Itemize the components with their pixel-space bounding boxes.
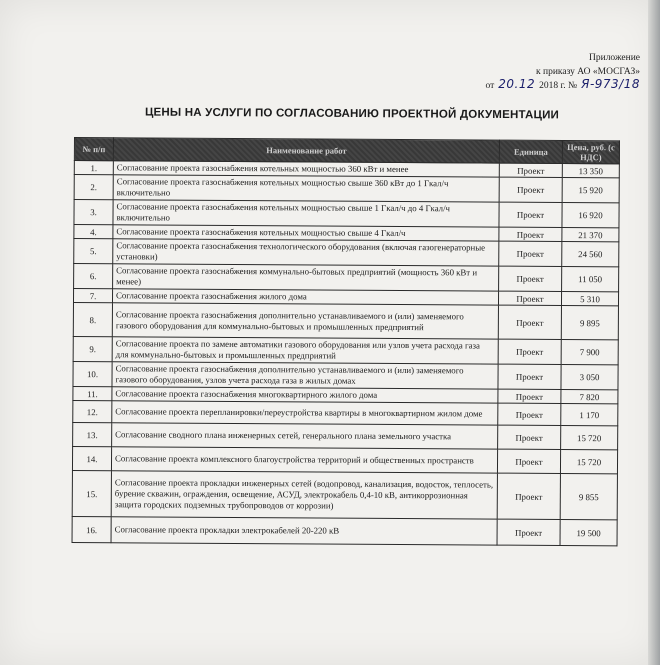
appendix-order-ref: к приказу АО «МОСГАЗ»: [536, 67, 640, 77]
row-price: 24 560: [562, 241, 619, 266]
row-number: 12.: [73, 400, 112, 422]
row-unit: Проект: [497, 473, 560, 519]
row-price: 9 895: [561, 305, 618, 339]
row-service-name: Согласование проекта газоснабжения жилого дома: [112, 289, 498, 305]
row-number: 5.: [74, 239, 113, 264]
page-edge-shadow: [648, 0, 660, 665]
row-service-name: Согласование проекта газоснабжения котельных мощностью 360 кВт и менее: [113, 161, 499, 177]
row-number: 11.: [73, 386, 112, 400]
row-number: 15.: [72, 470, 111, 516]
handwritten-order-number: Я-973/18: [581, 77, 640, 91]
table-row: [73, 422, 618, 449]
table-header-row: [74, 138, 619, 164]
row-number: 10.: [73, 361, 112, 386]
row-number: 13.: [73, 422, 112, 446]
row-number: 8.: [73, 302, 112, 336]
row-unit: Проект: [499, 266, 562, 291]
row-service-name: Согласование проекта прокладки электрокабелей 20-220 кВ: [111, 517, 497, 545]
row-service-name: Согласование проекта перепланировки/переустройства квартиры в многоквартирном жилом доме: [112, 401, 498, 425]
row-service-name: Согласование проекта газоснабжения многоквартирного жилого дома: [112, 387, 498, 403]
row-service-name: Согласование проекта газоснабжения технологического оборудования (включая газогенераторные установки): [113, 239, 499, 266]
row-price: 5 310: [561, 291, 618, 305]
row-unit: Проект: [498, 403, 561, 425]
row-service-name: Согласование проекта газоснабжения котельных мощностью свыше 4 Гкал/ч: [113, 225, 499, 241]
row-price: 1 170: [561, 403, 618, 425]
header-price: Цена, руб. (с НДС): [562, 140, 619, 163]
row-number: 16.: [72, 516, 111, 542]
row-unit: Проект: [498, 425, 561, 449]
row-unit: Проект: [499, 227, 562, 241]
table-row: [73, 361, 618, 389]
row-unit: Проект: [498, 339, 561, 364]
table-row: [72, 516, 617, 545]
handwritten-date: 20.12: [498, 77, 536, 91]
table-row: [74, 239, 619, 267]
appendix-block: [430, 52, 640, 92]
row-price: 9 855: [560, 473, 617, 519]
row-unit: Проект: [499, 202, 562, 227]
row-unit: Проект: [497, 449, 560, 473]
table-row: [74, 175, 619, 203]
row-price: 16 920: [562, 202, 619, 227]
row-service-name: Согласование проекта прокладки инженерных сетей (водопровод, канализация, водосток, теплосеть, бурение скважин, ограждения, освещение, АСУД, электрокабель 0,4-10 кВ, антикоррозионная защита городских подземных трубопроводов от коррозии): [111, 471, 497, 519]
row-price: 21 370: [562, 227, 619, 241]
table-row: [72, 446, 617, 473]
row-unit: Проект: [498, 291, 561, 305]
header-unit: Единица: [499, 140, 562, 163]
date-prefix: от: [485, 81, 495, 91]
row-number: 14.: [72, 446, 111, 470]
row-service-name: Согласование проекта газоснабжения дополнительно устанавливаемого и (или) заменяемого газового оборудования, узлов учета расхода газа в жилых домах: [112, 362, 498, 389]
appendix-label: Приложение: [589, 53, 640, 63]
table-row: [73, 302, 618, 339]
row-unit: Проект: [498, 305, 561, 339]
row-unit: Проект: [497, 519, 560, 545]
row-number: 4.: [74, 225, 113, 239]
row-unit: Проект: [499, 163, 562, 177]
row-price: 3 050: [561, 364, 618, 389]
row-unit: Проект: [499, 177, 562, 202]
header-num: № п/п: [74, 138, 113, 161]
row-number: 3.: [74, 200, 113, 225]
row-price: 19 500: [560, 519, 617, 545]
table-row: [74, 264, 619, 292]
row-service-name: Согласование проекта газоснабжения дополнительно устанавливаемого и (или) заменяемого газового оборудования для коммунально-бытовых и промышленных предприятий: [112, 303, 498, 339]
row-price: 15 920: [562, 177, 619, 202]
table-row: [73, 336, 618, 364]
row-service-name: Согласование сводного плана инженерных сетей, генерального плана земельного участка: [112, 423, 498, 449]
table-row: [72, 470, 617, 519]
header-name: Наименование работ: [113, 138, 499, 163]
document-title: ЦЕНЫ НА УСЛУГИ ПО СОГЛАСОВАНИЮ ПРОЕКТНОЙ ДОКУМЕНТАЦИИ: [144, 106, 560, 122]
row-number: 9.: [73, 336, 112, 361]
row-number: 6.: [74, 264, 113, 289]
row-service-name: Согласование проекта газоснабжения котельных мощностью свыше 1 Гкал/ч до 4 Гкал/ч включительно: [113, 200, 499, 227]
row-price: 11 050: [562, 266, 619, 291]
row-number: 1.: [74, 161, 113, 175]
row-unit: Проект: [498, 389, 561, 403]
row-number: 2.: [74, 175, 113, 200]
row-number: 7.: [73, 289, 112, 303]
table-row: [74, 200, 619, 228]
row-service-name: Согласование проекта газоснабжения котельных мощностью свыше 360 кВт до 1 Гкал/ч включительно: [113, 175, 499, 202]
prices-table: [72, 137, 620, 546]
row-price: 7 820: [561, 389, 618, 403]
row-price: 7 900: [561, 339, 618, 364]
row-unit: Проект: [499, 241, 562, 266]
row-service-name: Согласование проекта газоснабжения коммунально-бытовых предприятий (мощность 360 кВт и менее): [113, 264, 499, 291]
row-price: 13 350: [562, 163, 619, 177]
row-service-name: Согласование проекта комплексного благоустройства территорий и общественных пространств: [111, 447, 497, 473]
appendix-date-line: [430, 78, 640, 92]
year-text: 2018 г. №: [539, 81, 578, 91]
row-service-name: Согласование проекта по замене автоматики газового оборудования или узлов учета расхода газа для коммунально-бытовых и промышленных предприятий: [112, 337, 498, 364]
row-unit: Проект: [498, 364, 561, 389]
row-price: 15 720: [561, 425, 618, 449]
row-price: 15 720: [560, 449, 617, 473]
